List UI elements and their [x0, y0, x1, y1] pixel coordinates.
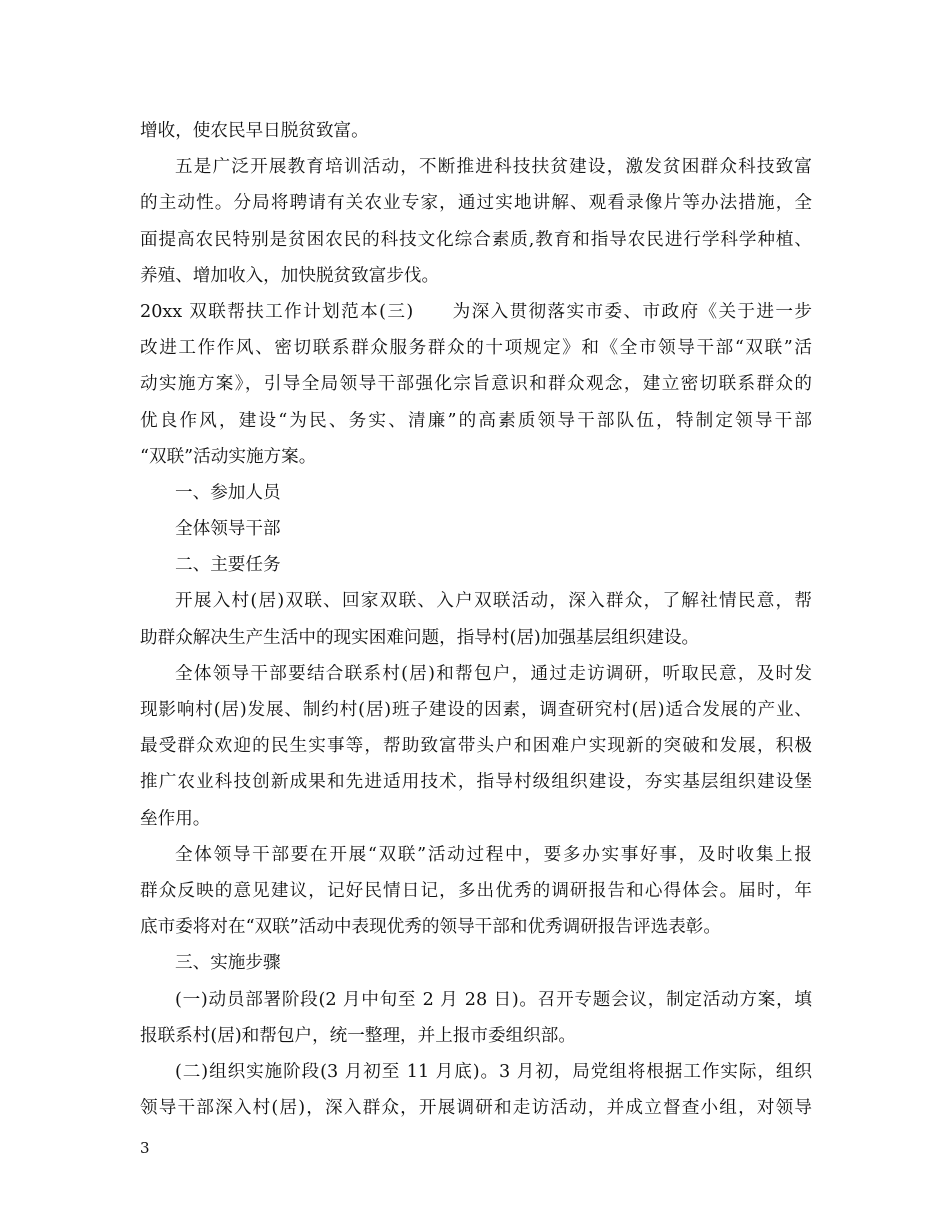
text-line: 开展入村(居)双联、回家双联、入户双联活动，深入群众，了解社情民意，帮 — [175, 591, 812, 612]
text-line: 现影响村(居)发展、制约村(居)班子建设的因素，调查研究村(居)适合发展的产业、 — [140, 700, 812, 720]
text-line: 全体领导干部要在开展“双联”活动过程中，要多办实事好事，及时收集上报 — [175, 844, 812, 865]
text-line: 20xx 双联帮扶工作计划范本(三) 为深入贯彻落实市委、市政府《关于进一步 — [140, 301, 812, 322]
text-line: 增收，使农民早日脱贫致富。 — [140, 121, 369, 141]
text-line: 的主动性。分局将聘请有关农业专家，通过实地讲解、观看录像片等办法措施，全 — [140, 193, 812, 214]
document-body — [140, 113, 812, 1126]
text-line: 改进工作作风、密切联系群众服务群众的十项规定》和《全市领导干部“双联”活 — [140, 338, 812, 359]
text-line: 五是广泛开展教育培训活动，不断推进科技扶贫建设，激发贫困群众科技致富 — [175, 157, 812, 178]
text-line: 二、主要任务 — [175, 555, 281, 576]
text-line: 群众反映的意见建议，记好民情日记，多出优秀的调研报告和心得体会。届时，年 — [140, 880, 812, 901]
text-line: 动实施方案》，引导全局领导干部强化宗旨意识和群众观念，建立密切联系群众的 — [140, 374, 812, 395]
text-line: 领导干部深入村(居)，深入群众，开展调研和走访活动，并成立督查小组，对领导 — [140, 1098, 812, 1119]
text-line: 推广农业科技创新成果和先进适用技术，指导村级组织建设，夯实基层组织建设堡 — [140, 772, 812, 793]
text-line: 一、参加人员 — [175, 482, 281, 503]
text-line: 最受群众欢迎的民生实事等，帮助致富带头户和困难户实现新的突破和发展，积极 — [140, 736, 812, 757]
text-line: (一)动员部署阶段(2 月中旬至 2 月 28 日)。召开专题会议，制定活动方案，填 — [175, 989, 812, 1010]
text-line: 报联系村(居)和帮包户，统一整理，并上报市委组织部。 — [140, 1025, 576, 1046]
text-line: 助群众解决生产生活中的现实困难问题，指导村(居)加强基层组织建设。 — [140, 627, 700, 648]
text-line: 底市委将对在“双联”活动中表现优秀的领导干部和优秀调研报告评选表彰。 — [140, 917, 721, 938]
text-line: 全体领导干部 — [175, 519, 281, 540]
page-number: 3 — [140, 1139, 150, 1157]
text-line: (二)组织实施阶段(3 月初至 11 月底)。3 月初，局党组将根据工作实际，组织 — [175, 1061, 812, 1082]
text-line: “双联”活动实施方案。 — [140, 446, 317, 467]
text-line: 垒作用。 — [140, 808, 211, 829]
text-line: 优良作风，建设“为民、务实、清廉”的高素质领导干部队伍，特制定领导干部 — [140, 410, 812, 431]
text-line: 三、实施步骤 — [175, 953, 281, 974]
text-line: 养殖、增加收入，加快脱贫致富步伐。 — [140, 265, 440, 286]
text-line: 全体领导干部要结合联系村(居)和帮包户，通过走访调研，听取民意，及时发 — [175, 663, 812, 684]
text-line: 面提高农民特别是贫困农民的科技文化综合素质,教育和指导农民进行学科学种植、 — [140, 229, 812, 250]
